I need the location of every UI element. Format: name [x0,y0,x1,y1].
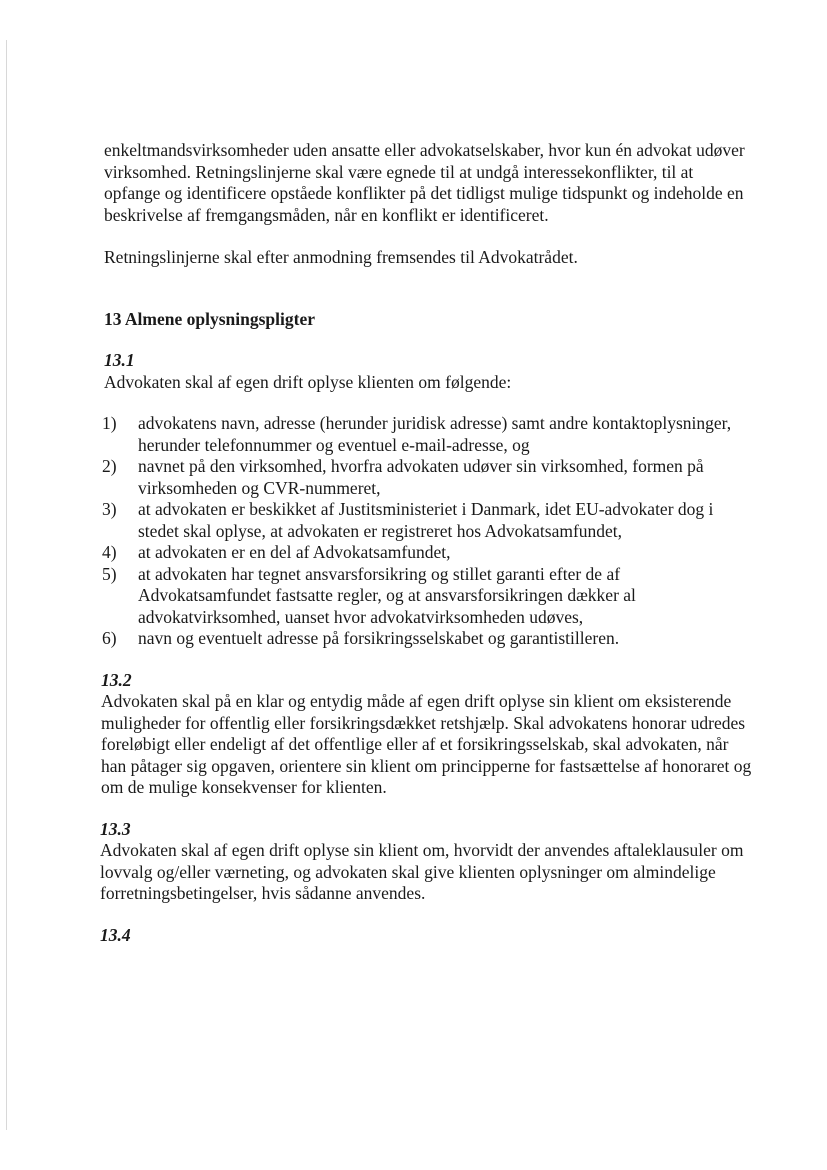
list-item-text: at advokaten er beskikket af Justitsministeriet i Danmark, idet EU-advokater dog i stedet skal oplyse, at advokaten er registreret hos Advokatsamfundet, [138,499,714,541]
list-item-number: 1) [102,413,117,433]
list-item [104,628,754,650]
list-item-number: 4) [102,542,117,562]
list-item [104,413,754,456]
obligation-list [104,413,754,650]
list-item-text: advokatens navn, adresse (herunder juridisk adresse) samt andre kontaktoplysninger, herunder telefonnummer og eventuel e-mail-adresse, og [138,413,732,455]
list-item-text: navn og eventuelt adresse på forsikringsselskabet og garantistilleren. [138,628,620,648]
subsection-number: 13.4 [100,924,131,945]
section-13-3 [100,819,754,905]
list-item-text: navnet på den virksomhed, hvorfra advokaten udøver sin virksomhed, formen på virksomheden og CVR-nummeret, [138,456,704,498]
list-item-text: at advokaten har tegnet ansvarsforsikring og stillet garanti efter de af Advokatsamfundet fastsatte regler, og at ansvarsforsikringen dækker al advokatvirksomhed, uanset hvor advokatvirksomheden udøves, [138,563,636,627]
list-item-number: 2) [102,456,117,476]
section-13-1 [104,350,754,650]
document-page [100,140,754,946]
submission-paragraph: Retningslinjerne skal efter anmodning fremsendes til Advokatrådet. [104,247,578,267]
list-item [104,564,754,629]
intro-paragraph: enkeltmandsvirksomheder uden ansatte eller advokatselskaber, hvor kun én advokat udøver virksomhed. Retningslinjerne skal være egnede til at undgå interessekonflikter, til at opfange og identificere opståede konflikter på det tidligst mulige tidspunkt og indeholde en beskrivelse af fremgangsmåden, når en konflikt er identificeret. [104,140,745,225]
list-item [104,456,754,499]
subsection-text: Advokaten skal af egen drift oplyse klienten om følgende: [104,371,512,392]
list-item-number: 5) [102,563,117,584]
section-heading: 13 Almene oplysningspligter [104,308,315,329]
subsection-number: 13.2 [101,669,132,690]
subsection-number: 13.3 [100,818,131,839]
list-item [104,499,754,542]
list-item-number: 3) [102,499,117,519]
list-item-text: at advokaten er en del af Advokatsamfundet, [138,542,451,562]
section-13-4 [100,925,754,947]
list-item-number: 6) [102,628,117,648]
section-13-2 [101,670,754,799]
subsection-text: Advokaten skal af egen drift oplyse sin klient om, hvorvidt der anvendes aftaleklausuler om lovvalg og/eller værneting, og advokaten skal give klienten oplysninger om almindelige forretningsbetingelser, hvis sådanne anvendes. [100,840,744,903]
subsection-number: 13.1 [104,350,135,370]
subsection-text: Advokaten skal på en klar og entydig måde af egen drift oplyse sin klient om eksisterende muligheder for offentlig eller forsikringsdækket retshjælp. Skal advokatens honorar udredes foreløbigt eller endeligt af det offentlige eller af et forsikringsselskab, skal advokaten, når han påtager sig opgaven, orientere sin klient om principperne for fastsættelse af honoraret og om de mulige konsekvenser for klienten. [101,691,752,797]
scan-margin-line [6,40,7,1130]
list-item [104,542,754,564]
